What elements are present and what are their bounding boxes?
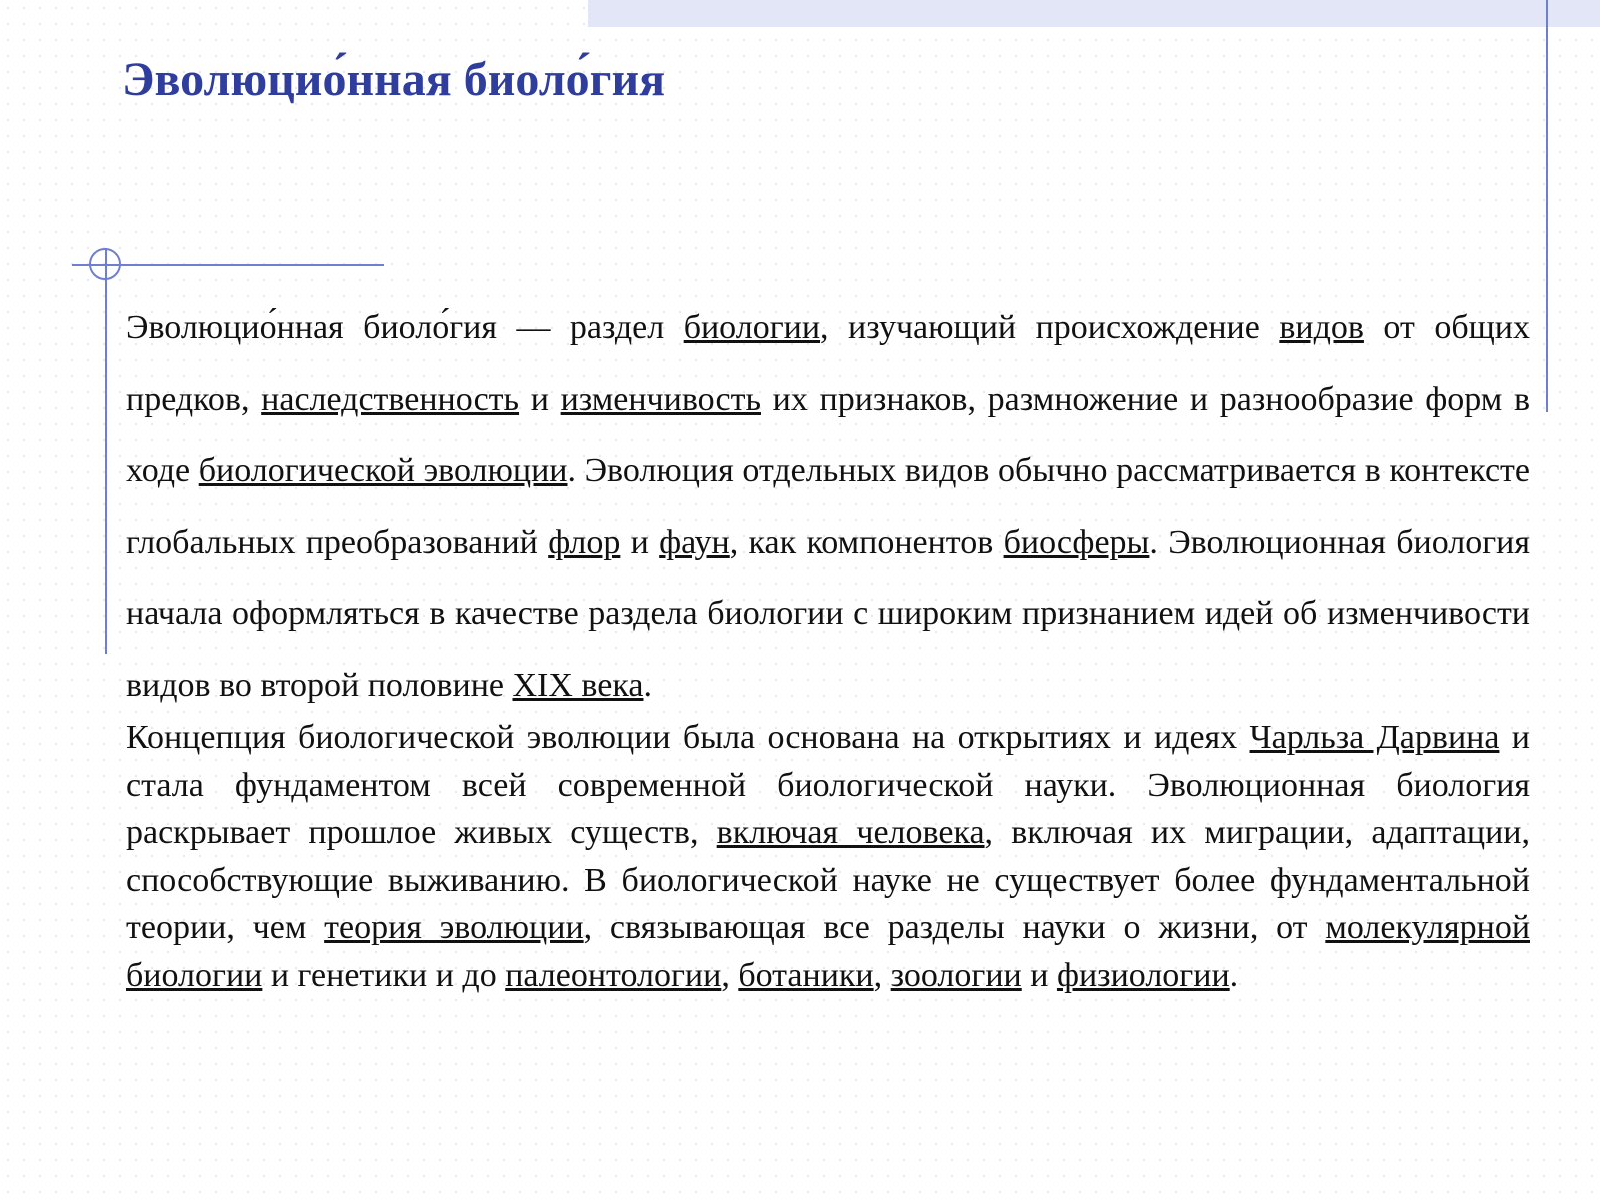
text-segment: , xyxy=(721,956,739,994)
link-including-human[interactable]: включая человека xyxy=(716,814,985,851)
text-segment: от общих предков, xyxy=(126,309,1530,418)
top-decorative-band xyxy=(588,0,1600,27)
text-segment: , связывающая все разделы науки о жизни, от xyxy=(583,909,1326,946)
text-segment: , xyxy=(873,956,891,994)
circle-accent-ornament xyxy=(89,248,121,280)
text-segment: . xyxy=(1229,956,1239,994)
left-decorative-line xyxy=(105,248,107,654)
text-segment: Концепция биологической эволюции была основана на открытиях и идеях xyxy=(126,719,1250,756)
link-zoology[interactable]: зоологии xyxy=(890,956,1022,994)
link-biosphere[interactable]: биосферы xyxy=(1003,523,1150,561)
right-decorative-line xyxy=(1546,0,1548,412)
link-biological-evolution[interactable]: биологической эволюции xyxy=(198,452,568,489)
link-theory-of-evolution[interactable]: теория эволюции xyxy=(324,909,584,946)
link-19th-century[interactable]: XIX века xyxy=(512,666,644,704)
link-flora[interactable]: флор xyxy=(548,523,621,561)
link-botany[interactable]: ботаники xyxy=(738,956,874,994)
text-segment: , изучающий происхождение xyxy=(820,309,1280,346)
link-charles-darwin[interactable]: Чарльза Дарвина xyxy=(1249,719,1500,756)
slide-content xyxy=(126,292,1530,999)
text-segment: их признаков, размножение и разнообразие форм в ходе xyxy=(126,380,1531,489)
link-heredity[interactable]: наследственность xyxy=(261,380,520,418)
text-segment: , включая их миграции, адаптации, способствующие выживанию. В биологической науке не существует более фундаментальной теории, чем xyxy=(126,814,1531,946)
link-variability[interactable]: изменчивость xyxy=(560,380,761,418)
link-paleontology[interactable]: палеонтологии xyxy=(505,956,722,994)
text-segment: и xyxy=(620,523,660,561)
text-segment: и стала фундаментом всей современной биологической науки. Эволюционная биология раскрывает прошлое живых существ, xyxy=(126,719,1530,851)
text-segment: . Эволюция отдельных видов обычно рассматривается в контексте глобальных преобразований xyxy=(126,452,1530,561)
link-fauna[interactable]: фаун xyxy=(659,523,730,561)
intro-paragraph xyxy=(126,292,1530,721)
text-segment: . xyxy=(643,666,652,704)
slide-title: Эволюцио́нная биоло́гия xyxy=(122,53,666,106)
text-segment: и xyxy=(1021,956,1057,994)
darwin-paragraph xyxy=(126,714,1530,999)
link-biology[interactable]: биологии xyxy=(683,309,821,346)
text-segment: . Эволюционная биология начала оформляться в качестве раздела биологии с широким признанием идей об изменчивости видов во второй половине xyxy=(126,523,1530,704)
text-segment: и xyxy=(519,380,561,418)
text-segment: , как компонентов xyxy=(729,523,1004,561)
link-molecular-biology[interactable]: молекулярной биологии xyxy=(126,909,1531,994)
link-physiology[interactable]: физиологии xyxy=(1056,956,1230,994)
link-species[interactable]: видов xyxy=(1279,309,1364,346)
text-segment: Эволюцио́нная биоло́гия — раздел xyxy=(126,309,684,346)
text-segment: и генетики и до xyxy=(262,956,506,994)
